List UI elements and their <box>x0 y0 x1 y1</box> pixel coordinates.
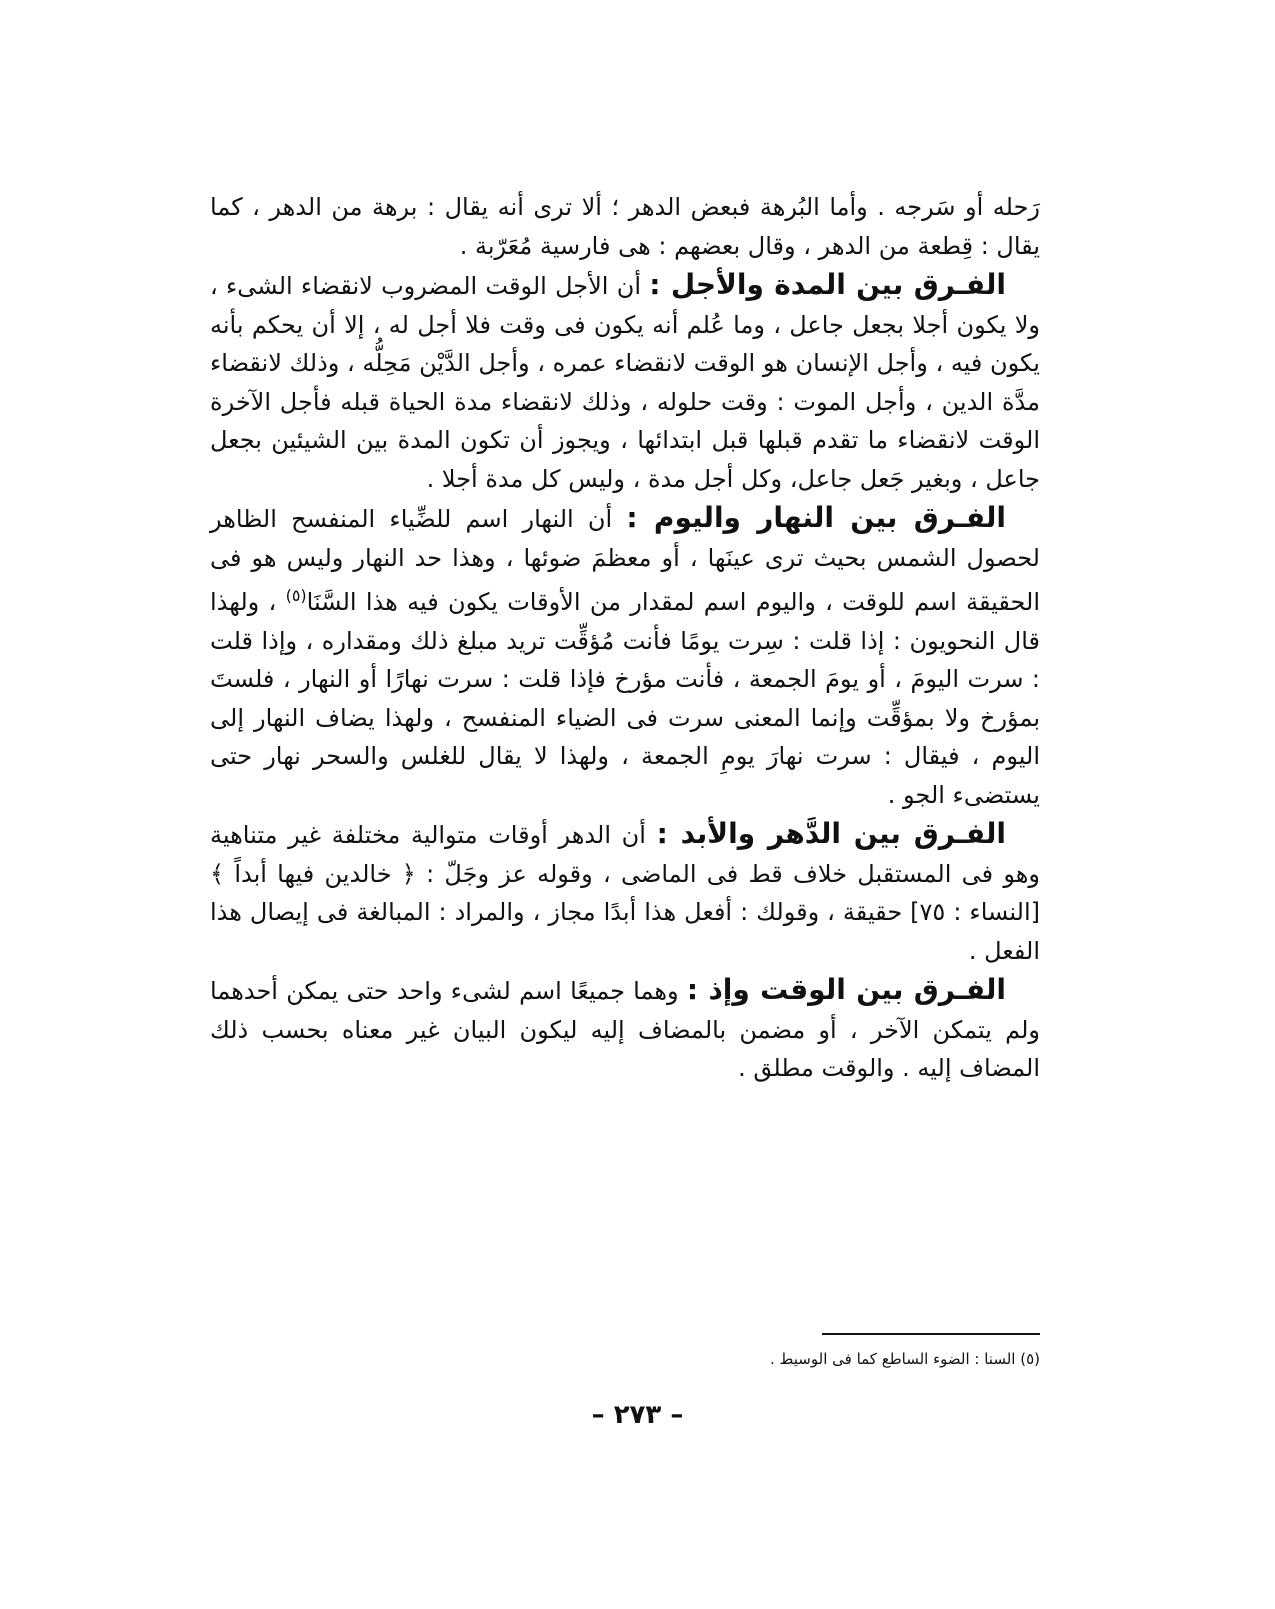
section-heading-text: الفـرق بين الوقت وإذ : <box>686 973 1006 1006</box>
paragraph-text: أن النهار اسم للضِّياء المنفسح الظاهر لحصول الشمس بحيث ترى عينَها ، أو معظمَ ضوئها ، وهذا حد النهار وليس هو فى الحقيقة اسم للوقت ، واليوم اسم لمقدار من الأوقات يكون فيه هذا السَّنَا <box>210 505 1040 616</box>
section-heading-text: الفـرق بين النهار واليوم : <box>626 501 1007 534</box>
paragraph-text: أن الدهر أوقات متوالية مختلفة غير متناهية وهو فى المستقبل خلاف قط فى الماضى ، وقوله عز وجَلّ : ﴿ خالدين فيها أبداً ﴾ [النساء : ٧٥] حقيقة ، وقولك : أفعل هذا أبدًا مجاز ، والمراد : المبالغة فى إيصال هذا الفعل . <box>210 821 1041 965</box>
section-heading <box>626 501 1007 534</box>
section-heading <box>686 973 1006 1006</box>
section-time-vs-when <box>210 971 1040 1088</box>
section-duration-vs-term <box>210 266 1040 498</box>
page-number: – ٢٧٣ – <box>591 1400 684 1430</box>
footnote-marker: (٥) <box>285 586 307 605</box>
paragraph-text: وهما جميعًا اسم لشىء واحد حتى يمكن أحدهما ولم يتمكن الآخر ، أو مضمن بالمضاف إليه ليكون البيان غير معناه بحسب ذلك المضاف إليه . والوقت مطلق . <box>210 977 1040 1082</box>
paragraph-text: أن الأجل الوقت المضروب لانقضاء الشىء ، ولا يكون أجلا بجعل جاعل ، وما عُلم أنه يكون فى وقت فلا أجل له ، إلا أن يحكم بأنه يكون فيه ، وأجل الإنسان هو الوقت لانقضاء عمره ، وأجل الدَّيْن مَحِلُّه ، وذلك لانقضاء مدَّة الدين ، وأجل الموت : وقت حلوله ، وذلك لانقضاء مدة الحياة قبله فأجل الآخرة الوقت لانقضاء ما تقدم قبلها قبل ابتدائها ، ويجوز أن تكون المدة بين الشيئين بجعل جاعل ، وبغير جَعل جاعل، وكل أجل مدة ، وليس كل مدة أجلا . <box>210 272 1040 493</box>
paragraph-continuation <box>210 188 1040 265</box>
section-daytime-vs-day <box>210 499 1040 814</box>
footnote-divider <box>822 1333 1040 1335</box>
section-heading <box>656 817 1006 850</box>
section-heading <box>649 268 1006 301</box>
section-time-vs-eternity <box>210 815 1040 970</box>
page-body <box>210 188 1040 1088</box>
paragraph-text: رَحله أو سَرجه . وأما البُرهة فبعض الدهر ؛ ألا ترى أنه يقال : برهة من الدهر ، كما يقال : قِطعة من الدهر ، وقال بعضهم : هى فارسية مُعَرّبة . <box>210 193 1040 260</box>
footnote: (٥) السنا : الضوء الساطع كما فى الوسيط . <box>770 1350 1040 1368</box>
section-heading-text: الفـرق بين المدة والأجل : <box>649 268 1006 301</box>
section-heading-text: الفـرق بين الدَّهر والأبد : <box>656 817 1006 850</box>
paragraph-text-continued: ، ولهذا قال النحويون : إذا قلت : سِرت يومًا فأنت مُؤقِّت تريد مبلغ ذلك ومقداره ، وإذا قلت : سرت اليومَ ، أو يومَ الجمعة ، فأنت مؤرخ فإذا قلت : سرت نهارًا أو النهار ، فلستَ بمؤرخ ولا بمؤقِّت وإنما المعنى سرت فى الضياء المنفسح ، ولهذا يضاف النهار إلى اليوم ، فيقال : سرت نهارَ يومِ الجمعة ، ولهذا لا يقال للغلس والسحر نهار حتى يستضىء الجو . <box>210 588 1040 809</box>
